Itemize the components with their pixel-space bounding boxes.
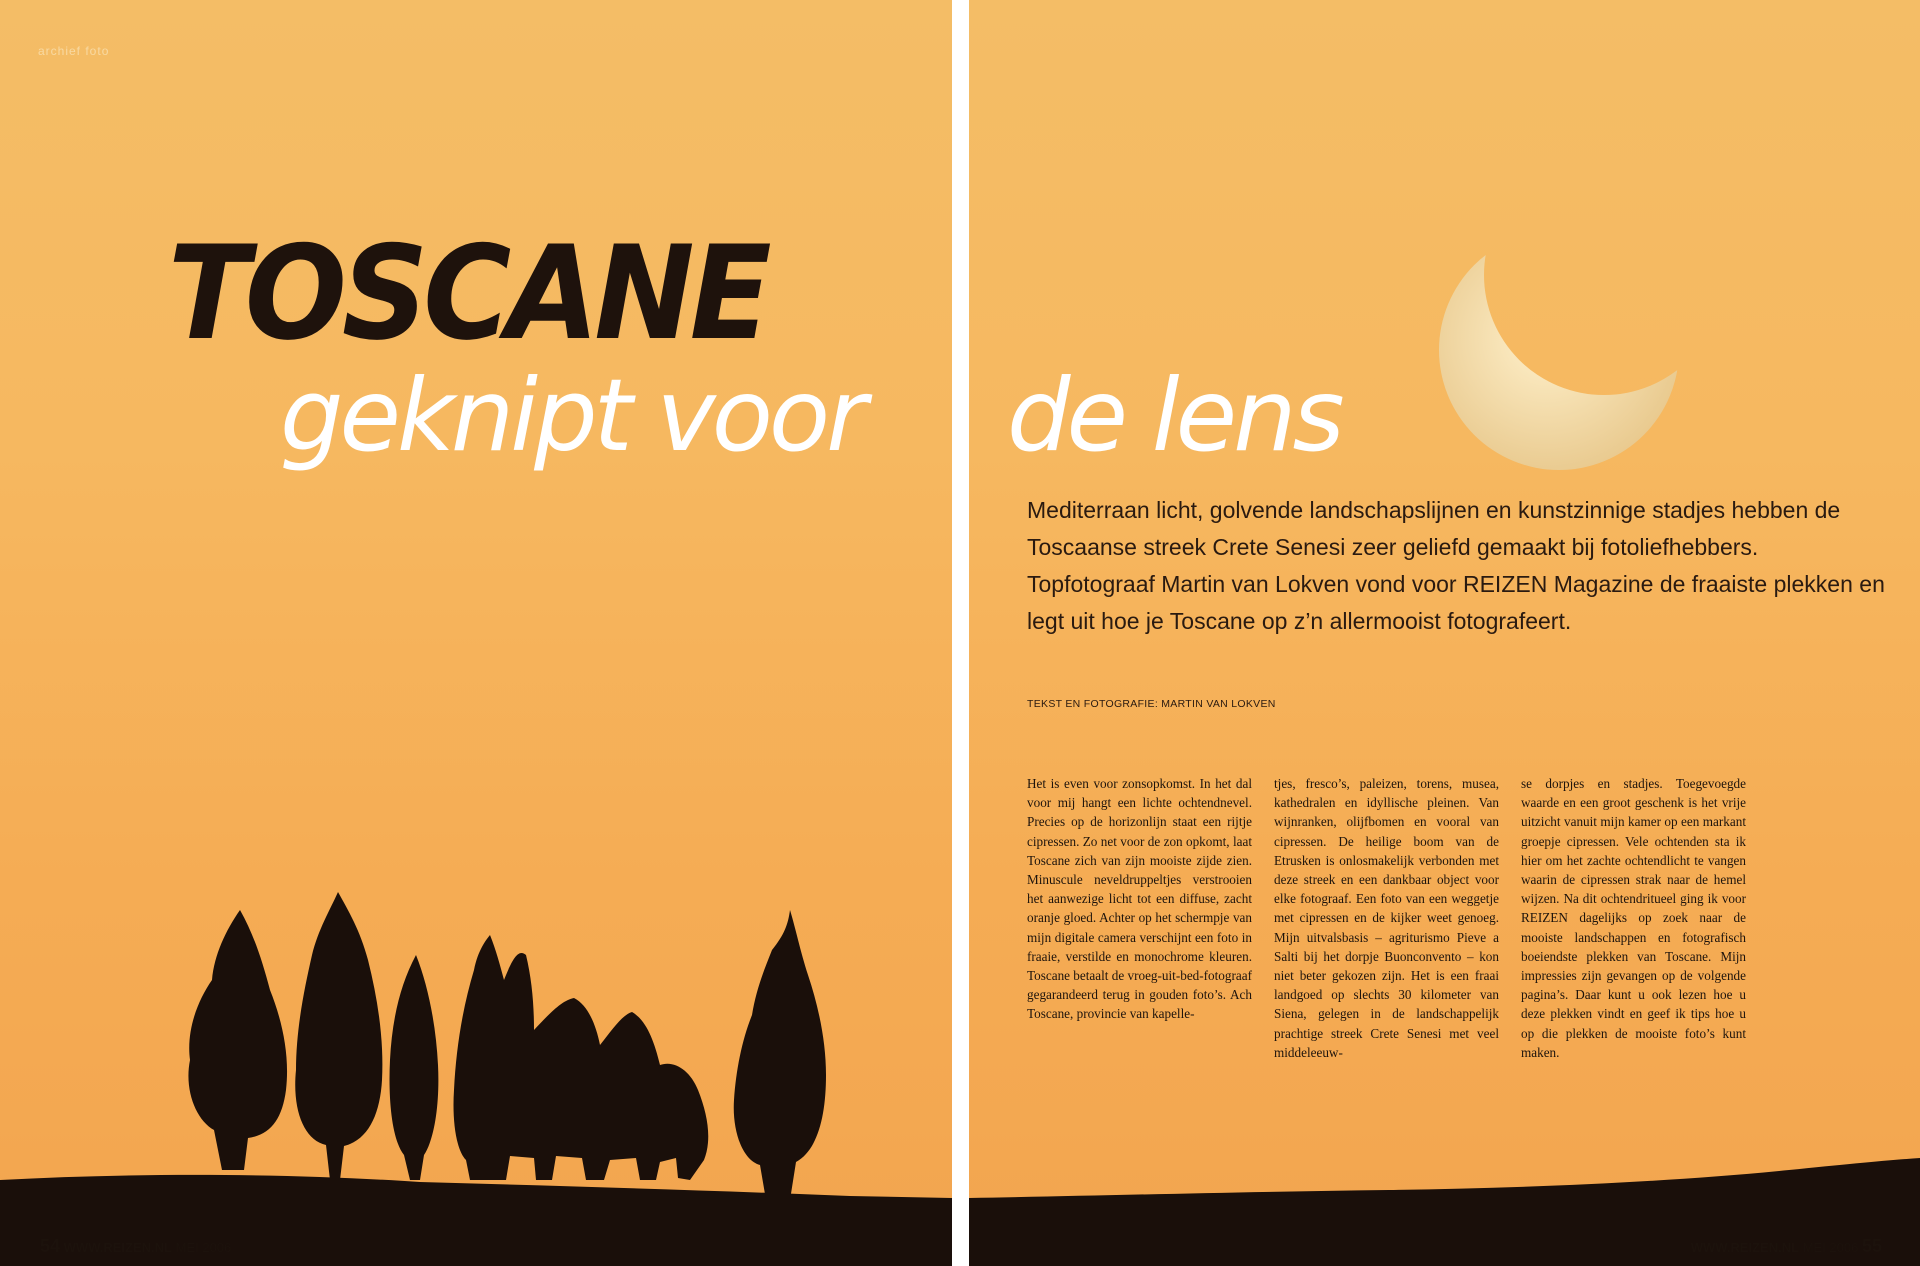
website-left: WWW.REIZEN.NL bbox=[63, 1240, 172, 1255]
page-gutter bbox=[952, 0, 969, 1266]
left-page bbox=[0, 0, 952, 1266]
article-column-1: Het is even voor zonsopkomst. In het dal voor mij hangt een lichte ochtendnevel. Precies op de horizonlijn staat een rijtje cipressen. Zo net voor de zon opkomt, laat Toscane zich van zijn mooiste zijde zien. Minuscule neveldruppeltjes verstrooien het aanwezige licht tot een diffuse, zacht oranje gloed. Achter op het schermpje van mijn digitale camera verschijnt een foto in fraaie, verstilde en monochrome kleuren. Toscane betaalt de vroeg-uit-bed-fotograaf gegarandeerd terug in gouden foto’s. Ach Toscane, provincie van kapelle- bbox=[1027, 776, 1252, 1022]
intro-paragraph: Mediterraan licht, golvende landschapslijnen en kunstzinnige stadjes hebben de Toscaanse streek Crete Senesi zeer geliefd gemaakt bij fotoliefhebbers. Topfotograaf Martin van Lokven vond voor REIZEN Magazine de fraaiste plekken en legt uit hoe je Toscane op z’n allermooist fotografeert. bbox=[1027, 497, 1885, 634]
page-number-right: 55 bbox=[1861, 1236, 1882, 1256]
author-credit: TEKST EN FOTOGRAFIE: MARTIN VAN LOKVEN bbox=[1027, 698, 1276, 710]
footer-right bbox=[969, 1236, 1920, 1260]
footer-left bbox=[0, 1236, 952, 1260]
corner-text: archief foto bbox=[38, 44, 110, 58]
article-column-3: se dorpjes en stadjes. Toegevoegde waarde en een groot geschenk is het vrije uitzicht vanuit mijn kamer op een markant groepje cipressen. Vele ochtenden sta ik hier om het zachte ochtendlicht te vangen waarin de cipressen strak naar de hemel wijzen. Na dit ochtendritueel ging ik voor REIZEN dagelijks op zoek naar de mooiste landschappen en fotografisch boeiendste plekken van Toscane. Mijn impressies zijn gevangen op de volgende pagina’s. Daar kunt u ook lezen hoe u deze plekken vindt en geef ik tips hoe u op die plekken de mooiste foto’s kunt maken. bbox=[1521, 776, 1746, 1060]
page-number-left: 54 bbox=[40, 1236, 61, 1256]
headline-subtitle-right: de lens bbox=[1007, 357, 1341, 474]
cypress-trees-silhouette-icon bbox=[0, 30, 952, 1266]
headline-subtitle-left: geknipt voor bbox=[280, 357, 864, 474]
article-column-2: tjes, fresco’s, paleizen, torens, musea, kathedralen en idyllische pleinen. Van wijnranken, olijfbomen en vooral van cipressen. De heilige boom van de Etrusken is onlosmakelijk verbonden met deze streek en een dankbaar object voor elke fotograaf. Een foto van een weggetje met cipressen en de kijker weet genoeg. Mijn uitvalsbasis – agriturismo Pieve a Salti bij het dorpje Buonconvento – kon niet beter gekozen zijn. Het is een fraai landgoed op slechts 30 kilometer van Siena, gelegen in de landschappelijk prachtige streek Crete Senesi met veel middeleeuw- bbox=[1274, 776, 1499, 1060]
horizon-silhouette bbox=[969, 30, 1920, 1266]
headline-toscane: TOSCANE bbox=[168, 219, 767, 370]
issue-date-right: MEI 2006 bbox=[1802, 1240, 1859, 1255]
website-right: WWW.REIZEN.NL bbox=[1690, 1240, 1800, 1255]
right-page bbox=[969, 0, 1920, 1266]
issue-date-left: MEI 2006 bbox=[175, 1240, 232, 1255]
